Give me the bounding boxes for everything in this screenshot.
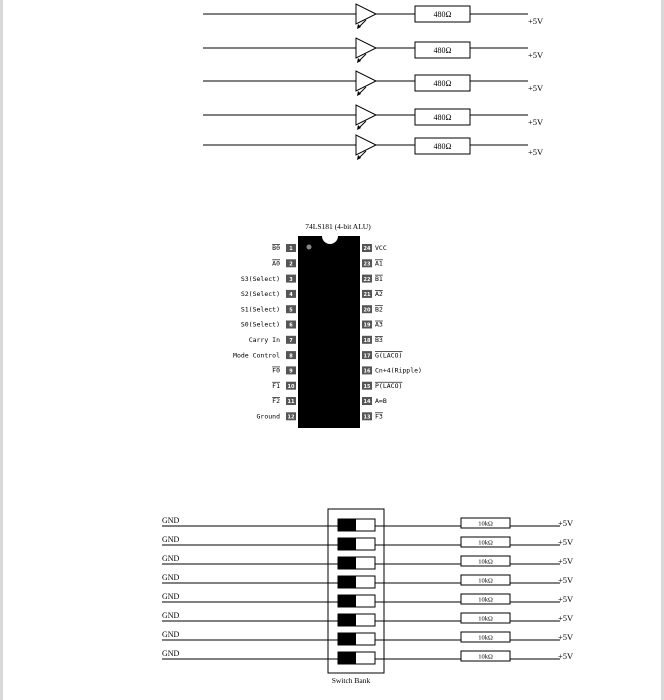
pin-number: 9 xyxy=(289,368,293,375)
chip-left-pin xyxy=(241,275,296,283)
pullup-resistor-label: 10kΩ xyxy=(478,558,493,566)
alu-chip-section xyxy=(233,222,422,428)
led-arrowhead-icon xyxy=(357,24,361,29)
dip-switch-toggle xyxy=(338,576,356,588)
led-row xyxy=(203,38,544,63)
led-row xyxy=(203,4,544,29)
buffer-triangle-icon xyxy=(356,4,376,24)
pin-number: 7 xyxy=(289,338,293,344)
pin-label: B3 xyxy=(375,336,383,344)
chip-left-pin xyxy=(241,321,296,329)
pin-label: S0(Select) xyxy=(240,320,280,329)
chip-right-pin xyxy=(362,290,383,298)
pullup-resistor-label: 10kΩ xyxy=(478,634,493,642)
pullup-resistor-label: 10kΩ xyxy=(478,520,493,528)
chip-right-pin xyxy=(362,321,383,329)
chip-left-pin xyxy=(257,412,296,420)
pullup-supply-label: +5V xyxy=(558,594,574,604)
supply-label: +5V xyxy=(528,147,544,157)
pin-label: A3 xyxy=(375,320,383,329)
chip-left-pin xyxy=(272,259,296,267)
gnd-label: GND xyxy=(162,516,180,525)
pullup-resistor-label: 10kΩ xyxy=(478,615,493,623)
pin-label: P(LACO) xyxy=(375,381,403,390)
chip-right-pin xyxy=(362,382,402,390)
pin-label: Ground xyxy=(256,412,280,421)
pullup-supply-label: +5V xyxy=(558,518,574,528)
pin-label: Cn+4(Ripple) xyxy=(375,366,422,375)
pin-number: 12 xyxy=(287,414,295,421)
buffer-triangle-icon xyxy=(356,71,376,91)
chip-right-pin xyxy=(362,275,383,283)
chip-right-pin xyxy=(362,412,383,420)
gnd-label: GND xyxy=(162,592,180,601)
gnd-label: GND xyxy=(162,611,180,620)
pin-label: B0 xyxy=(272,244,280,253)
dip-switch-toggle xyxy=(338,633,356,645)
led-row xyxy=(203,135,544,160)
resistor-label: 480Ω xyxy=(433,142,452,151)
chip-right-pin xyxy=(362,366,422,374)
chip-left-pin xyxy=(233,351,296,359)
gnd-label: GND xyxy=(162,649,180,658)
pullup-resistor-label: 10kΩ xyxy=(478,653,493,661)
pin-number: 23 xyxy=(363,261,371,268)
pin-number: 20 xyxy=(363,307,371,314)
pin-number: 4 xyxy=(289,292,293,299)
pullup-resistor-label: 10kΩ xyxy=(478,539,493,547)
chip-right-pin xyxy=(362,244,387,252)
buffer-triangle-icon xyxy=(356,135,376,155)
led-row xyxy=(203,71,544,96)
pin-label: F2 xyxy=(272,397,280,406)
dip-switch-toggle xyxy=(338,519,356,531)
pin-number: 11 xyxy=(287,399,295,406)
pin-label: B1 xyxy=(375,274,383,283)
pullup-resistor-label: 10kΩ xyxy=(478,596,493,604)
chip-left-pin xyxy=(272,366,296,374)
led-arrowhead-icon xyxy=(357,155,361,160)
pin-number: 10 xyxy=(287,383,295,390)
pin-number: 1 xyxy=(289,246,293,253)
resistor-label: 480Ω xyxy=(433,10,452,19)
pullup-supply-label: +5V xyxy=(558,575,574,585)
pin-label: A1 xyxy=(375,259,383,268)
chip-left-pin xyxy=(272,244,296,252)
pin-label: S3(Select) xyxy=(240,274,280,283)
led-row xyxy=(203,105,544,130)
resistor-label: 480Ω xyxy=(433,113,452,122)
resistor-label: 480Ω xyxy=(433,46,452,55)
pin-label: F3 xyxy=(375,412,383,421)
pin-number: 13 xyxy=(363,414,371,421)
pullup-supply-label: +5V xyxy=(558,613,574,623)
pin-number: 6 xyxy=(289,322,293,329)
pin-number: 24 xyxy=(363,246,371,253)
supply-label: +5V xyxy=(528,83,544,93)
supply-label: +5V xyxy=(528,117,544,127)
dip-switch-toggle xyxy=(338,652,356,664)
pin-label: G(LACO) xyxy=(375,351,403,360)
gnd-label: GND xyxy=(162,573,180,582)
led-arrowhead-icon xyxy=(357,58,361,63)
dip-switch-toggle xyxy=(338,595,356,607)
pin-label: VCC xyxy=(375,244,387,253)
pin-number: 18 xyxy=(363,338,371,344)
chip-right-pin xyxy=(362,336,383,344)
switch-bank-section xyxy=(162,509,574,685)
led-driver-section xyxy=(203,4,544,160)
pin-label: Mode Control xyxy=(233,351,280,360)
supply-label: +5V xyxy=(528,50,544,60)
pin-label: B2 xyxy=(375,305,383,314)
pullup-supply-label: +5V xyxy=(558,651,574,661)
pin-number: 3 xyxy=(289,276,293,283)
gnd-label: GND xyxy=(162,630,180,639)
chip-left-pin xyxy=(272,397,296,405)
pin-label: F1 xyxy=(272,381,280,390)
pin-number: 19 xyxy=(363,322,371,329)
chip-left-pin xyxy=(272,382,296,390)
pin-number: 15 xyxy=(363,383,371,390)
pullup-supply-label: +5V xyxy=(558,537,574,547)
chip-body xyxy=(298,236,360,428)
resistor-label: 480Ω xyxy=(433,79,452,88)
pin1-indicator-dot xyxy=(307,245,312,250)
gnd-label: GND xyxy=(162,535,180,544)
dip-switch-toggle xyxy=(338,557,356,569)
led-arrowhead-icon xyxy=(357,91,361,96)
gnd-label: GND xyxy=(162,554,180,563)
pin-label: A0 xyxy=(272,259,280,268)
pin-number: 14 xyxy=(363,399,371,406)
pin-number: 16 xyxy=(363,368,371,375)
dip-switch-toggle xyxy=(338,538,356,550)
chip-left-pin xyxy=(249,336,296,344)
pin-label: A2 xyxy=(375,290,383,299)
chip-left-pin xyxy=(241,305,296,313)
pullup-supply-label: +5V xyxy=(558,556,574,566)
supply-label: +5V xyxy=(528,16,544,26)
pin-number: 22 xyxy=(363,276,371,283)
pin-label: F0 xyxy=(272,366,280,375)
pin-label: S2(Select) xyxy=(240,290,280,299)
pullup-resistor-label: 10kΩ xyxy=(478,577,493,585)
buffer-triangle-icon xyxy=(356,105,376,125)
buffer-triangle-icon xyxy=(356,38,376,58)
pin-number: 21 xyxy=(363,292,371,299)
dip-switch-toggle xyxy=(338,614,356,626)
switch-bank-box xyxy=(328,509,384,673)
chip-left-pin xyxy=(241,290,296,298)
chip-right-pin xyxy=(362,397,387,405)
pin-number: 8 xyxy=(289,353,293,360)
chip-title: 74LS181 (4-bit ALU) xyxy=(305,222,371,231)
pin-number: 2 xyxy=(289,261,293,268)
chip-right-pin xyxy=(362,305,383,313)
pullup-supply-label: +5V xyxy=(558,632,574,642)
pin-number: 5 xyxy=(289,307,293,314)
pin-label: A=B xyxy=(375,397,387,406)
pin-number: 17 xyxy=(363,353,371,360)
chip-right-pin xyxy=(362,351,402,359)
pin-label: Carry In xyxy=(248,336,280,344)
led-arrowhead-icon xyxy=(357,125,361,130)
pin-label: S1(Select) xyxy=(240,305,280,314)
switch-bank-label: Switch Bank xyxy=(331,676,371,685)
chip-right-pin xyxy=(362,259,383,267)
